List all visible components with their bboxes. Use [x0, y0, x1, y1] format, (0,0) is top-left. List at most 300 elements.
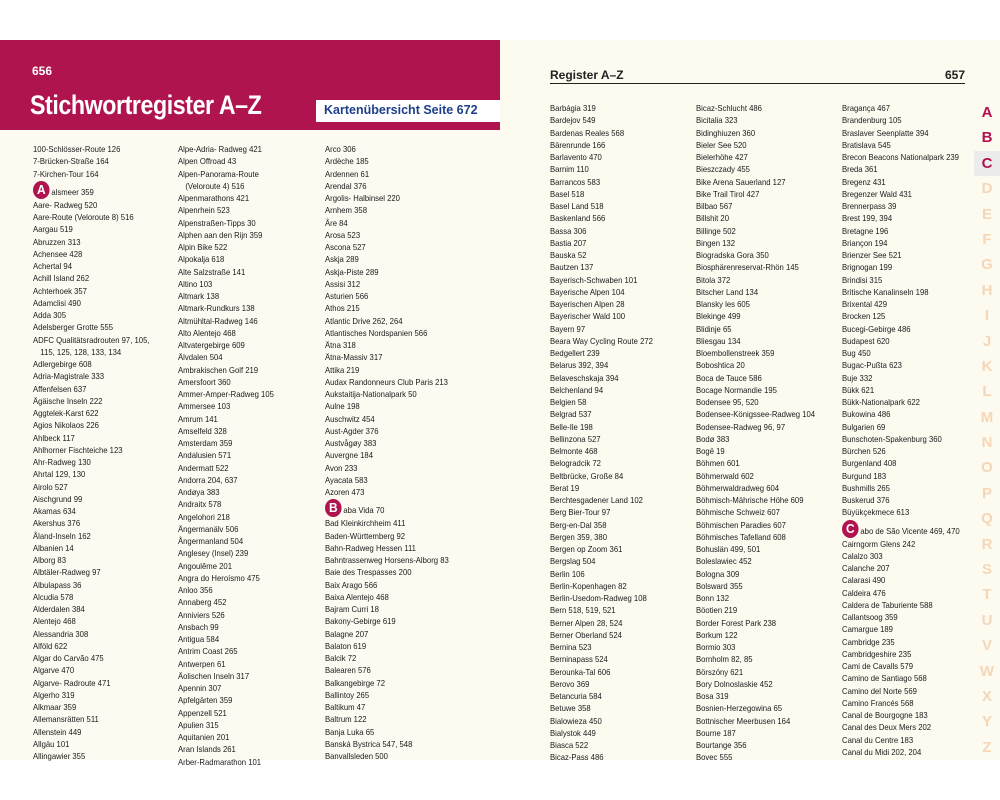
index-entry: Baden-Württemberg 92 — [325, 530, 406, 541]
index-entry: Ambrakischen Golf 219 — [178, 364, 259, 375]
index-entry: Aare-Route (Veloroute 8) 516 — [33, 212, 134, 222]
page-number-left: 656 — [32, 64, 53, 78]
index-entry: Bitola 372 — [696, 274, 731, 285]
index-entry: 100-Schlösser-Route 126 — [33, 144, 121, 154]
index-entry: Bushmills 265 — [842, 482, 890, 493]
index-entry: Brienzer See 521 — [842, 250, 902, 260]
index-entry: Brest 199, 394 — [842, 213, 893, 224]
index-entry: Arco 306 — [325, 144, 356, 154]
running-header — [550, 68, 965, 84]
index-entry: Calanche 207 — [842, 563, 890, 573]
index-entry: Aischgrund 99 — [33, 493, 83, 504]
index-entry: Aukstaitija-Nationalpark 50 — [325, 389, 417, 399]
index-entry: Burgenland 408 — [842, 458, 897, 469]
index-entry: Cambridge 235 — [842, 636, 895, 647]
index-entry: Angelohori 218 — [178, 511, 230, 522]
index-entry: Baixa Alentejo 468 — [325, 591, 389, 602]
index-entry: Bike Trail Tirol 427 — [696, 188, 760, 199]
index-entry: Amsterdam 359 — [178, 438, 233, 448]
index-entry: Adelsberger Grotte 555 — [33, 322, 114, 333]
index-entry: Bialystok 449 — [550, 727, 596, 738]
index-entry: Billshit 20 — [696, 213, 729, 224]
index-column-right-3 — [842, 102, 974, 758]
index-entry: Bidinghiuzen 360 — [696, 127, 756, 138]
index-entry: Böhmischen Paradies 607 — [696, 519, 786, 530]
index-entry: Basel 518 — [550, 188, 585, 199]
index-entry: Bükk-Nationalpark 622 — [842, 397, 920, 407]
index-entry: Budapest 620 — [842, 335, 890, 346]
index-entry: Bergen 359, 380 — [550, 531, 607, 542]
alpha-tab-n[interactable]: N — [981, 434, 993, 452]
index-entry: Åland-Inseln 162 — [33, 530, 91, 541]
index-entry: Altino 103 — [178, 278, 213, 289]
index-entry: Boboshtica 20 — [696, 360, 745, 371]
index-entry: Böhmisch-Mährische Höhe 609 — [696, 495, 804, 505]
index-entry: Bielerhöhe 427 — [696, 152, 748, 162]
index-entry: Cairngorm Glens 242 — [842, 538, 916, 549]
alpha-tab-f[interactable]: F — [982, 230, 992, 248]
index-entry: Blidinje 65 — [696, 323, 732, 334]
index-entry: Algarve- Radroute 471 — [33, 677, 111, 688]
index-entry: Ahr-Radweg 130 — [33, 457, 91, 467]
index-entry: Alpen-Panorama-Route — [178, 168, 259, 179]
index-entry: Ätna-Massiv 317 — [325, 352, 383, 363]
index-entry: Bitscher Land 134 — [696, 286, 759, 297]
index-entry: Bodensee-Radweg 96, 97 — [696, 421, 786, 432]
index-entry: Adda 305 — [33, 310, 67, 320]
index-entry: Alcudia 578 — [33, 591, 74, 602]
index-entry: Adlergebirge 608 — [33, 359, 92, 369]
index-entry: Bieszczady 455 — [696, 164, 750, 175]
index-entry: Aargau 519 — [33, 224, 73, 235]
index-entry: Calarasi 490 — [842, 575, 886, 586]
left-page — [0, 40, 500, 767]
index-entry: Bike Arena Sauerland 127 — [696, 176, 786, 187]
index-entry: Apulien 315 — [178, 719, 219, 730]
index-entry: Agios Nikolaos 226 — [33, 420, 99, 431]
index-column-left-2 — [178, 143, 320, 768]
index-entry: 7-Brücken-Straße 164 — [33, 156, 109, 167]
index-entry: Ängermanälv 506 — [178, 523, 239, 534]
index-entry: Adamclisi 490 — [33, 297, 81, 308]
section-letter-badge: C — [842, 520, 859, 538]
index-entry: Aust-Agder 376 — [325, 425, 379, 436]
index-entry: Bodensee-Königssee-Radweg 104 — [696, 409, 816, 420]
index-entry: Bardejov 549 — [550, 115, 596, 126]
index-entry: Apennin 307 — [178, 683, 222, 693]
index-entry: Berchtesgadener Land 102 — [550, 495, 643, 505]
index-entry: Bürchen 526 — [842, 446, 886, 456]
index-entry: Aggtelek-Karst 622 — [33, 408, 99, 418]
index-entry: Attika 219 — [325, 364, 360, 375]
alpha-tab-r[interactable]: R — [981, 535, 993, 553]
index-entry: Balagne 207 — [325, 628, 369, 639]
index-entry: Altmark-Rundkurs 138 — [178, 303, 255, 314]
index-entry: Bärenrunde 166 — [550, 139, 606, 150]
index-entry: Bocage Normandie 195 — [696, 384, 777, 395]
index-entry: Ammer-Amper-Radweg 105 — [178, 389, 274, 399]
index-entry: Bug 450 — [842, 348, 871, 358]
index-entry: Beltbrücke, Große 84 — [550, 470, 624, 481]
alpha-tab-b[interactable]: B — [981, 129, 993, 147]
index-entry: Berner Alpen 28, 524 — [550, 617, 623, 628]
index-entry: Amselfeld 328 — [178, 425, 227, 436]
index-entry: Bunschoten-Spakenburg 360 — [842, 433, 942, 444]
index-entry: Barbágia 319 — [550, 103, 596, 113]
index-entry: Böhmische Schweiz 607 — [696, 507, 780, 518]
index-entry: Äolischen Inseln 317 — [178, 670, 250, 681]
alpha-tab-d[interactable]: D — [981, 180, 993, 198]
index-entry: Böhmerwald 602 — [696, 470, 754, 481]
index-entry: Aran Islands 261 — [178, 744, 236, 755]
index-entry: Bormio 303 — [696, 642, 736, 652]
section-start-b — [325, 498, 481, 517]
index-entry: Bilbao 567 — [696, 201, 733, 211]
alpha-tab-t[interactable]: T — [982, 586, 992, 604]
index-entry: Albtäler-Radweg 97 — [33, 567, 101, 578]
index-entry: Bodø 383 — [696, 433, 730, 444]
index-entry: Alborg 83 — [33, 555, 66, 565]
alpha-tab-h[interactable]: H — [981, 281, 993, 299]
index-entry: Bicaz-Schlucht 486 — [696, 103, 762, 113]
index-entry: Angra do Heroísmo 475 — [178, 572, 260, 583]
index-entry: Bayerischer Wald 100 — [550, 311, 626, 322]
index-entry: Arber-Radmarathon 101 — [178, 756, 262, 767]
alpha-tab-c[interactable]: C — [974, 151, 1000, 176]
index-entry: Alföld 622 — [33, 640, 68, 651]
index-entry: Ångermanland 504 — [178, 536, 244, 546]
index-entry: Bugac-Pußta 623 — [842, 360, 902, 371]
index-entry: Auvergne 184 — [325, 450, 373, 461]
index-entry: Canal du Centre 183 — [842, 734, 914, 745]
index-entry: Caldeira 476 — [842, 587, 886, 598]
index-entry: Berlin-Usedom-Radweg 108 — [550, 593, 647, 603]
index-entry: Bosa 319 — [696, 691, 729, 701]
index-column-right-2 — [696, 102, 844, 764]
index-entry: Atlantisches Nordspanien 566 — [325, 327, 428, 338]
index-entry: Alte Salzstraße 141 — [178, 266, 246, 277]
index-entry: Camargue 189 — [842, 624, 893, 635]
index-entry: Banská Bystrica 547, 548 — [325, 738, 413, 749]
index-entry: Belogradcik 72 — [550, 458, 601, 469]
index-entry: Anglesey (Insel) 239 — [178, 548, 249, 559]
index-entry: Calalzo 303 — [842, 550, 883, 561]
index-entry: Buje 332 — [842, 372, 873, 383]
index-entry: Audax Randonneurs Club Paris 213 — [325, 376, 448, 387]
index-column-left-3 — [325, 143, 495, 762]
index-entry: Camino de Santiago 568 — [842, 673, 927, 684]
index-entry: Berovo 369 — [550, 678, 590, 689]
index-entry: Asturien 566 — [325, 291, 369, 301]
index-entry: Alphen aan den Rijn 359 — [178, 229, 263, 240]
alpha-tab-v[interactable]: V — [981, 637, 992, 655]
index-entry: Bovec 555 — [696, 752, 733, 763]
index-entry: Baix Arago 566 — [325, 579, 378, 590]
index-entry: Cami de Cavalls 579 — [842, 661, 914, 671]
index-entry: Ägäische Inseln 222 — [33, 395, 103, 406]
index-entry: Amersfoort 360 — [178, 376, 231, 387]
index-entry: Akamas 634 — [33, 506, 76, 516]
index-entry: Bükk 621 — [842, 384, 875, 395]
index-entry: Bornholm 82, 85 — [696, 654, 753, 665]
index-entry: 115, 125, 128, 133, 134 — [40, 346, 122, 357]
index-entry: Böhmen 601 — [696, 458, 740, 469]
index-entry: Ahlbeck 117 — [33, 432, 75, 443]
index-entry: Caldera de Taburiente 588 — [842, 599, 933, 610]
index-entry: Ansbach 99 — [178, 621, 219, 632]
alpha-tab-y[interactable]: Y — [981, 713, 992, 731]
index-entry: Alpen Offroad 43 — [178, 156, 237, 167]
index-entry: Billinge 502 — [696, 225, 736, 236]
index-entry: Barlavento 470 — [550, 152, 602, 162]
index-entry: Bingen 132 — [696, 237, 735, 248]
index-entry: Bosnien-Herzegowina 65 — [696, 703, 783, 714]
index-entry: Aquitanien 201 — [178, 732, 230, 742]
index-entry: Bucegi-Gebirge 486 — [842, 323, 911, 334]
index-entry: Bardenas Reales 568 — [550, 127, 625, 138]
index-entry: Briançon 194 — [842, 237, 888, 248]
index-entry: Canal des Deux Mers 202 — [842, 722, 932, 733]
index-entry: Britische Kanalinseln 198 — [842, 286, 929, 297]
index-entry: Banvallsleden 500 — [325, 751, 388, 761]
index-entry: Bahntrassenweg Horsens-Alborg 83 — [325, 555, 449, 565]
index-entry: Antrim Coast 265 — [178, 646, 238, 657]
section-letter-badge: A — [33, 181, 50, 199]
index-entry: Boleslawiec 452 — [696, 556, 752, 567]
index-entry: Breda 361 — [842, 164, 878, 175]
index-column-right-1 — [550, 102, 698, 764]
alpha-tab-a[interactable]: A — [981, 104, 993, 121]
index-entry: Askja 289 — [325, 254, 359, 265]
index-entry: Braslaver Seenplatte 394 — [842, 127, 929, 138]
index-entry: Börszöny 621 — [696, 666, 744, 677]
index-entry: Bliesgau 134 — [696, 335, 741, 346]
index-entry: Athos 215 — [325, 303, 360, 314]
alpha-tab-w[interactable]: W — [979, 662, 995, 680]
index-entry: Antigua 584 — [178, 634, 220, 644]
index-entry: Camino del Norte 569 — [842, 685, 917, 696]
alphabet-thumb-index — [974, 100, 1000, 760]
index-entry: Berlin-Kopenhagen 82 — [550, 580, 627, 591]
index-entry: Alderdalen 384 — [33, 604, 85, 614]
index-entry: Akershus 376 — [33, 518, 81, 529]
page-title: Stichwortregister A–Z — [30, 90, 262, 120]
index-entry: Bulgarien 69 — [842, 421, 886, 432]
index-entry: ADFC Qualitätsradrouten 97, 105, — [33, 334, 150, 345]
index-entry: Assisi 312 — [325, 278, 361, 289]
index-entry-text: abo de São Vicente 469, 470 — [860, 525, 960, 536]
alpha-tab-k[interactable]: K — [981, 357, 993, 375]
alpha-tab-x[interactable]: X — [981, 687, 992, 705]
index-entry: Anniviers 526 — [178, 609, 225, 620]
index-entry: Austvågøy 383 — [325, 438, 377, 448]
index-entry: Callantsoog 359 — [842, 612, 898, 622]
index-entry: Brignogan 199 — [842, 262, 893, 273]
index-entry: Alto Alentejo 468 — [178, 327, 236, 338]
index-entry: Auschwitz 454 — [325, 413, 375, 424]
alpha-tab-p[interactable]: P — [981, 484, 992, 502]
index-entry: Balaton 619 — [325, 640, 367, 651]
index-entry: Ardennen 61 — [325, 168, 370, 179]
index-entry: Berounka-Tal 606 — [550, 666, 611, 677]
index-entry: Balcik 72 — [325, 653, 357, 663]
index-entry: Burgund 183 — [842, 470, 887, 481]
alpha-tab-q[interactable]: Q — [981, 510, 993, 528]
index-entry: Bastia 207 — [550, 237, 587, 248]
section-start-c — [842, 519, 963, 538]
index-entry: Argolis- Halbinsel 220 — [325, 193, 400, 203]
index-entry: Bakony-Gebirge 619 — [325, 616, 396, 627]
index-entry: Allingawier 355 — [33, 751, 86, 761]
index-entry: Alentejo 468 — [33, 616, 76, 627]
index-entry: Algar do Carvão 475 — [33, 653, 104, 663]
index-entry: Bayerische Alpen 104 — [550, 286, 625, 297]
alpha-tab-m[interactable]: M — [980, 408, 994, 426]
index-entry: Belle-Ile 198 — [550, 421, 593, 432]
index-entry: Bellinzona 527 — [550, 433, 601, 444]
index-entry: Altvatergebirge 609 — [178, 340, 245, 350]
index-entry: Böhmisches Tafelland 608 — [696, 531, 786, 542]
index-entry: Algarve 470 — [33, 665, 75, 676]
index-entry: Bayern 97 — [550, 323, 586, 334]
index-entry: Bourne 187 — [696, 727, 736, 738]
index-entry: Achertal 94 — [33, 261, 72, 271]
alpha-tab-j[interactable]: J — [982, 332, 992, 350]
index-entry: Barrancos 583 — [550, 176, 601, 187]
index-entry: Brecon Beacons Nationalpark 239 — [842, 152, 959, 162]
index-entry: Andraitx 578 — [178, 499, 222, 510]
index-entry: Alpenmarathons 421 — [178, 193, 250, 203]
index-entry: Abruzzen 313 — [33, 236, 81, 247]
index-entry: Bonn 132 — [696, 593, 730, 603]
index-entry: Affenfelsen 637 — [33, 383, 87, 394]
index-entry: Atlantic Drive 262, 264 — [325, 315, 403, 326]
index-entry: Andøya 383 — [178, 487, 220, 497]
index-entry: Aulne 198 — [325, 401, 360, 412]
right-page — [500, 40, 1000, 763]
index-entry: Bloembollenstreek 359 — [696, 348, 775, 358]
alpha-tab-g[interactable]: G — [981, 256, 993, 274]
index-entry: Berninapass 524 — [550, 654, 608, 665]
page-number-right: 657 — [944, 68, 965, 82]
index-entry: Blansky les 605 — [696, 299, 750, 309]
index-entry: Bretagne 196 — [842, 225, 889, 236]
index-entry: Bottnischer Meerbusen 164 — [696, 715, 791, 726]
index-entry: Bregenz 431 — [842, 176, 886, 187]
index-entry: Betuwe 358 — [550, 703, 591, 714]
index-entry: Aare- Radweg 520 — [33, 199, 98, 210]
index-entry: Brandenburg 105 — [842, 115, 902, 126]
index-entry: (Veloroute 4) 516 — [185, 180, 245, 191]
index-entry: Adria-Magistrale 333 — [33, 371, 105, 382]
index-entry: Baltikum 47 — [325, 702, 366, 712]
index-entry: Bragança 467 — [842, 103, 890, 113]
index-entry: Canal de Bourgogne 183 — [842, 710, 928, 720]
index-entry: Biosphärenreservat-Rhön 145 — [696, 262, 799, 273]
index-entry: Boca de Tauce 586 — [696, 372, 762, 383]
alpha-tab-e[interactable]: E — [981, 205, 992, 223]
index-entry: Bassa 306 — [550, 225, 587, 236]
index-entry: Alessandria 308 — [33, 628, 89, 639]
index-entry: Belgrad 537 — [550, 409, 592, 420]
index-entry: Biasca 522 — [550, 740, 589, 750]
alpha-tab-z[interactable]: Z — [982, 738, 992, 756]
index-entry: Alpe-Adria- Radweg 421 — [178, 144, 262, 154]
index-entry: Achterhoek 357 — [33, 285, 87, 296]
index-entry: Alpenstraßen-Tipps 30 — [178, 217, 256, 228]
index-entry: Baskenland 566 — [550, 213, 606, 224]
alpha-tab-o[interactable]: O — [981, 459, 993, 477]
index-entry: Canal du Midi 202, 204 — [842, 746, 922, 757]
index-entry: Bialowieza 450 — [550, 715, 602, 726]
index-entry: Ammersee 103 — [178, 401, 231, 412]
index-entry: Belgien 58 — [550, 397, 587, 407]
index-entry: Berat 19 — [550, 482, 580, 493]
index-entry: Bicaz-Pass 486 — [550, 752, 604, 763]
index-entry: Büyükçekmece 613 — [842, 507, 910, 518]
index-entry: Andorra 204, 637 — [178, 474, 238, 485]
index-entry: Bad Kleinkirchheim 411 — [325, 518, 406, 529]
alpha-tab-l[interactable]: L — [982, 383, 992, 401]
index-entry: Berg Bier-Tour 97 — [550, 507, 611, 518]
index-entry: Bautzen 137 — [550, 262, 594, 273]
index-entry: Andermatt 522 — [178, 462, 229, 473]
index-entry-text: alsmeer 359 — [51, 186, 94, 197]
index-entry: Azoren 473 — [325, 487, 365, 497]
index-entry: Bahn-Radweg Hessen 111 — [325, 542, 416, 553]
index-entry: Belarus 392, 394 — [550, 360, 609, 371]
index-entry: Bologna 309 — [696, 568, 740, 579]
index-entry: Böhmerwaldradweg 604 — [696, 482, 780, 493]
index-entry: Balkangebirge 72 — [325, 677, 385, 688]
index-entry: Apfelgärten 359 — [178, 695, 233, 706]
index-entry: Bicitalia 323 — [696, 115, 738, 126]
index-entry: Brindisi 315 — [842, 274, 883, 285]
index-entry: Bukowina 486 — [842, 409, 891, 420]
index-entry: Bajram Curri 18 — [325, 604, 379, 614]
index-entry: Belchenland 94 — [550, 384, 604, 395]
index-entry: Alpenrhein 523 — [178, 205, 230, 216]
alpha-tab-i[interactable]: I — [984, 307, 990, 325]
index-entry: Altmark 138 — [178, 291, 220, 301]
index-entry: Avon 233 — [325, 462, 358, 473]
index-column-left-1 — [33, 143, 173, 762]
index-entry: Bergen op Zoom 361 — [550, 544, 623, 554]
index-entry: Ardèche 185 — [325, 156, 369, 167]
index-entry: Amrum 141 — [178, 413, 218, 424]
index-entry: Buskerud 376 — [842, 495, 890, 505]
index-entry: Ballintoy 265 — [325, 689, 370, 700]
index-entry: Basel Land 518 — [550, 201, 604, 211]
index-entry: Camino Francés 568 — [842, 697, 914, 708]
index-entry: Belaveschskaja 394 — [550, 372, 619, 383]
index-entry: Bodensee 95, 520 — [696, 397, 759, 407]
index-entry: Bergslag 504 — [550, 556, 596, 567]
index-entry: Berg-en-Dal 358 — [550, 519, 607, 530]
index-entry: Annaberg 452 — [178, 597, 227, 608]
index-entry: Ayacata 583 — [325, 474, 368, 485]
alpha-tab-u[interactable]: U — [981, 611, 993, 629]
index-entry: Banja Luka 65 — [325, 726, 375, 737]
index-entry: Blekinge 499 — [696, 311, 741, 322]
alpha-tab-s[interactable]: S — [981, 561, 992, 579]
index-entry: 7-Kirchen-Tour 164 — [33, 168, 99, 179]
index-entry: Alpokalja 618 — [178, 254, 225, 265]
map-reference-link[interactable]: Kartenübersicht Seite 672 — [316, 100, 501, 122]
index-entry: Berlin 106 — [550, 568, 585, 579]
index-entry: Albulapass 36 — [33, 579, 82, 590]
index-entry: Beara Way Cycling Route 272 — [550, 335, 653, 346]
